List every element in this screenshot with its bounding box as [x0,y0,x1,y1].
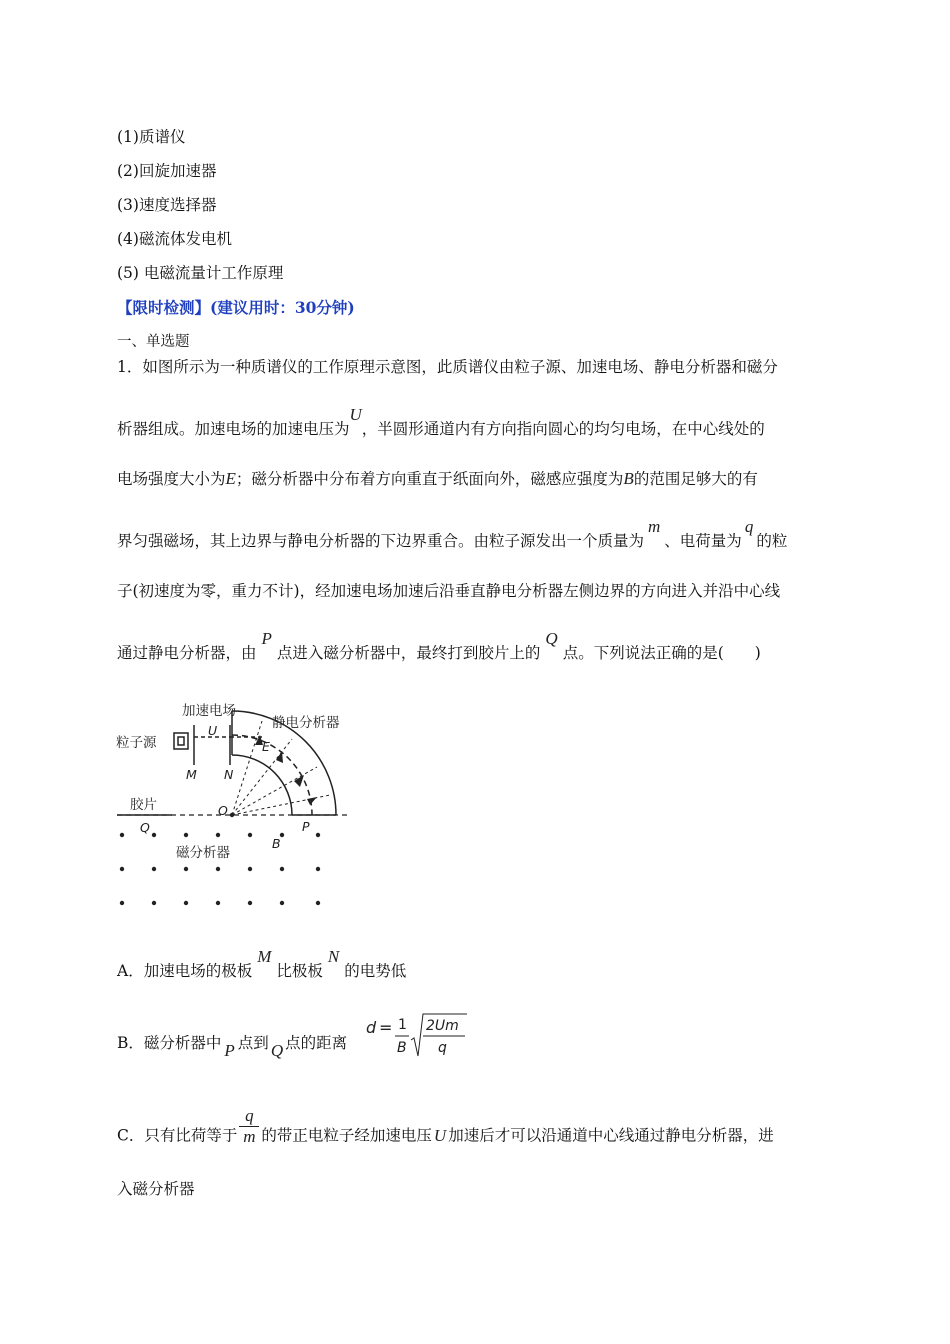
question-line-6 [117,629,761,663]
option-label: A． [117,962,144,980]
question-text: ；磁分析器中分布着方向重直于纸面向外，磁感应强度为 [235,470,624,488]
label-static-analyzer: 静电分析器 [272,715,340,731]
label-B: B [272,836,281,851]
option-text: 只有比荷等于 [144,1126,238,1145]
formula-equals: = [379,1018,393,1037]
particle-source-inner [178,737,184,745]
question-line-2 [117,405,765,439]
list-item: (2)回旋加速器 [117,162,217,180]
label-film: 胶片 [130,797,157,813]
symbol-P: P [261,629,272,648]
list-item: (5) 电磁流量计工作原理 [117,264,284,282]
question-text: 析器组成。加速电场的加速电压为 [117,420,350,438]
label-M: M [186,767,197,782]
center-line-arc [232,735,312,815]
formula-numerator: 2Um [426,1018,459,1034]
option-text: 的电势低 [344,962,407,980]
option-text: 加速后才可以沿通道中心线通过静电分析器，进 [448,1126,774,1145]
option-text: 比极板 [276,962,323,980]
symbol-N: N [327,947,340,966]
question-text: 的范围足够大的有 [633,470,758,488]
symbol-Q: Q [545,629,558,648]
label-U: U [208,723,218,738]
label-magnetic-analyzer: 磁分析器 [176,845,230,861]
symbol-P: P [224,1041,235,1060]
option-text: 磁分析器中 [143,1034,222,1052]
symbol-m: m [648,517,661,536]
question-line-3 [117,469,758,489]
option-C-continued: 入磁分析器 [117,1180,195,1198]
symbol-Q: Q [270,1041,284,1060]
list-item: (1)质谱仪 [117,128,186,146]
symbol-B: B [623,469,634,488]
mass-spectrometer-diagram [112,695,372,915]
ratio-numerator: q [239,1106,259,1127]
label-accel-field: 加速电场 [182,703,236,719]
label-P: P [302,819,310,834]
question-text: 、电荷量为 [664,532,742,550]
formula-B: B [397,1040,407,1056]
symbol-M: M [257,947,272,966]
symbol-U: U [349,405,362,424]
distance-formula [363,1010,473,1060]
formula-d: d [366,1018,377,1037]
symbol-q: q [744,517,754,536]
section-subheading: 一、单选题 [117,334,190,350]
option-text: 点的距离 [285,1034,348,1052]
question-text: 点进入磁分析器中，最终打到胶片上的 [276,644,541,662]
ratio-denominator: m [243,1127,256,1146]
list-item: (4)磁流体发电机 [117,230,232,248]
formula-denominator: q [438,1040,447,1056]
option-label: B． [117,1034,144,1052]
label-Q: Q [140,820,150,835]
option-A[interactable] [117,947,407,981]
option-text: 加速电场的极板 [143,962,253,980]
question-text: 点。下列说法正确的是( ) [562,644,761,662]
label-E: E [262,739,270,754]
label-particle-source: 粒子源 [116,735,157,751]
question-text: 如图所示为一种质谱仪的工作原理示意图，此质谱仪由粒子源、加速电场、静电分析器和磁分 [142,358,778,376]
question-text: ，半圆形通道内有方向指向圆心的均匀电场，在中心线处的 [361,420,765,438]
question-text: 的粒 [756,532,788,550]
symbol-E: E [225,469,236,488]
option-B[interactable] [117,1033,348,1060]
symbol-U: U [433,1125,447,1145]
inner-arc [232,755,292,815]
option-text: 点到 [237,1034,269,1052]
label-O: O [218,803,228,818]
question-line-4 [117,517,788,551]
charge-mass-ratio [239,1106,259,1147]
option-C[interactable] [117,1106,774,1157]
question-line-5: 子(初速度为零，重力不计)，经加速电场加速后沿垂直静电分析器左侧边界的方向进入并沿中心线 [117,582,781,600]
formula-one: 1 [398,1017,407,1033]
label-N: N [224,767,234,782]
section-heading: 【限时检测】(建议用时：30分钟) [117,298,355,317]
question-text: 通过静电分析器，由 [117,644,257,662]
question-line-1 [117,357,778,377]
option-text: 的带正电粒子经加速电压 [261,1126,432,1145]
list-item: (3)速度选择器 [117,196,217,214]
question-number: 1． [117,358,143,376]
option-label: C． [117,1126,145,1145]
question-text: 电场强度大小为 [117,470,226,488]
particle-source-shape [174,733,188,749]
question-text: 界匀强磁场，其上边界与静电分析器的下边界重合。由粒子源发出一个质量为 [117,532,645,550]
